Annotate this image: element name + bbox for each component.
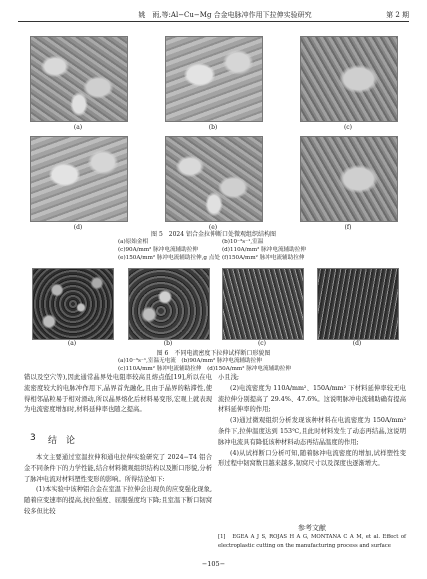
paragraph: (1)本实验中该种铝合金在室温下拉伸会出现负的应变强化现象,随着应变速率的提高,抗拉强度、屈服强度均下降;且室温下断口韧窝较多但比较: [24, 486, 212, 515]
section-number: 3: [30, 433, 36, 443]
left-column-bottom: [24, 453, 212, 518]
right-column: [218, 373, 406, 470]
fig5-sub-d: (d)110A/mm² 脉冲电流辅助拉伸: [222, 247, 306, 253]
fig5-photo-a: [30, 36, 128, 122]
fig5-label-c: (c): [343, 124, 353, 131]
fig5-label-e: (e): [208, 224, 218, 231]
fig6-photo-b: [128, 268, 210, 340]
fig5-photo-b: [165, 36, 263, 122]
issue-number: 第 2 期: [386, 11, 409, 19]
section-title: 结 论: [48, 436, 76, 446]
paragraph: 本文主要通过室温拉伸和通电拉伸实验研究了 2024−T4 铝合金不同条件下的力学性能,结合材料微观组织结构以及断口形貌,分析了脉冲电流对材料塑性变形的影响。所得结论如下:: [24, 454, 212, 483]
fig5-photo-c: [300, 36, 398, 122]
header-rule: [18, 21, 409, 22]
fig5-photo-e: [165, 136, 263, 222]
fig5-label-f: (f): [344, 224, 352, 231]
fig6-label-a: (a): [67, 340, 77, 347]
running-header-title: 姚 雨,等:Al−Cu−Mg 合金电脉冲作用下拉伸实验研究: [138, 11, 312, 19]
fig6-photo-c: [222, 268, 304, 340]
fig6-caption: 图 6 不同电流密度下拉伸试样断口形貌图: [156, 350, 271, 357]
fig5-sub-c: (c)90A/mm² 脉冲电流辅助拉伸: [118, 247, 198, 253]
fig5-caption: 图 5 2024 铝合金拉伸断口处微观组织结构图: [151, 231, 276, 238]
paragraph: (3)通过微观组织分析发现该种材料在电流密度为 150A/mm² 条件下,拉伸温度达到 153℃,且此时材料发生了动态再结晶,这说明脉冲电流具有降低该种材料动态再结晶温度的作用;: [218, 417, 406, 446]
fig6-sub-ab: (a)10⁻³s⁻¹,室温无电流 (b)90A/mm² 脉冲电流辅助拉伸: [118, 358, 262, 364]
left-column-top: [24, 373, 212, 416]
fig5-sub-b: (b)10⁻³s⁻¹,室温: [222, 239, 264, 245]
fig5-sub-e: (e)150A/mm² 脉冲电流辅助拉伸,g 点处: [118, 255, 220, 261]
paragraph: 小且浅;: [218, 374, 240, 381]
fig5-photo-d: [30, 136, 128, 222]
fig6-sub-cd: (c)110A/mm² 脉冲电流辅助拉伸 (d)150A/mm² 脉冲电流辅助拉伸: [118, 366, 291, 372]
fig5-label-a: (a): [73, 124, 83, 131]
fig5-sub-a: (a)原始金相: [118, 239, 149, 245]
fig6-photo-d: [317, 268, 399, 340]
paragraph: (2)电流密度为 110A/mm²、150A/mm² 下材料延伸率较无电流拉伸分别提高了 29.4%、47.6%。这说明脉冲电流辅助确有提高材料延伸率的作用;: [218, 384, 406, 414]
fig5-photo-f: [300, 136, 398, 222]
references-heading: 参考文献: [298, 524, 326, 532]
fig5-label-d: (d): [73, 224, 83, 231]
paragraph: 错以及空穴等),因此通常晶界处电阻率较高且熔点低[19],所以在电流密度较大的电脉冲作用下,晶界首先融化,且由于晶界的粘滞性,使得相邻晶粒易于相对滑动,所以晶界熔化后材料易变形,宏观上就表现为电流密度增加时,材料延伸率也随之提高。: [24, 374, 212, 414]
reference-1: [1] EGEA A J S, ROJAS H A G, MONTANA C A M, et al. Effect of electroplastic cutting on the manufacturing process and surface: [218, 534, 406, 549]
fig6-label-c: (c): [257, 340, 267, 347]
fig6-photo-a: [32, 268, 114, 340]
page-number: −105−: [201, 560, 226, 568]
fig5-label-b: (b): [208, 124, 218, 131]
fig6-label-b: (b): [163, 340, 173, 347]
fig5-sub-f: (f)150A/mm² 脉冲电流辅助拉伸: [222, 255, 305, 261]
paragraph: (4)从试样断口分析可知,随着脉冲电流密度的增加,试样塑性变形过程中韧窝数目越来越多,韧窝尺寸以及深度也逐渐增大。: [218, 449, 406, 468]
fig6-label-d: (d): [352, 340, 362, 347]
